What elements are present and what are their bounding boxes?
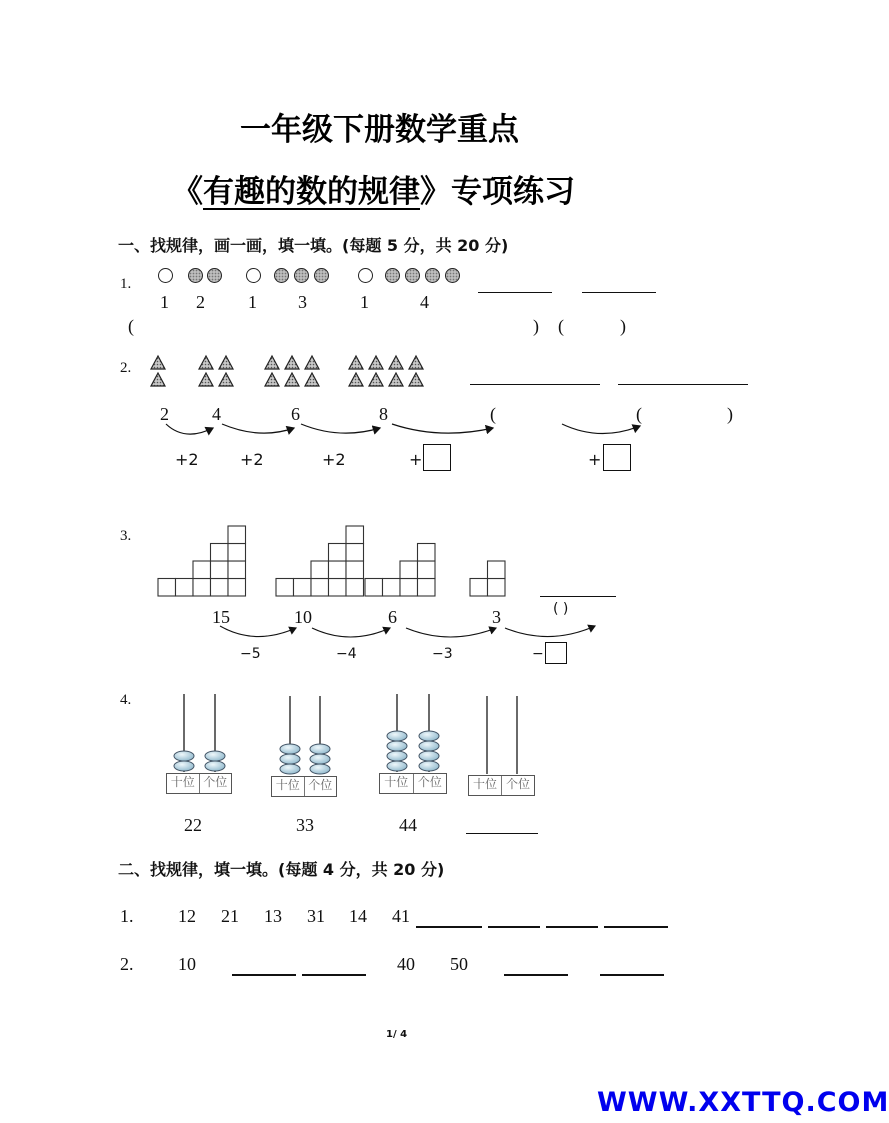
q4-value: 44 [399,815,417,835]
circle-empty [246,268,261,283]
q4-value: 33 [296,815,314,835]
abacus-ones-label: 个位 [199,774,232,793]
abacus-ones-label: 个位 [501,776,534,795]
s2-q2-blank-3[interactable] [504,974,568,976]
q2-close-paren-2: ) [727,404,733,424]
circle-empty [358,268,373,283]
s2-q2-blank-2[interactable] [302,974,366,976]
s2-q2-value: 40 [397,954,415,974]
subtitle-tail: 专项练习 [451,174,575,210]
q1-label: 3 [298,292,307,312]
q2-step: +2 [175,450,199,469]
stair-square [329,579,347,597]
stair-square [346,579,364,597]
s2-q1-blank-1[interactable] [416,926,482,928]
stair-square [228,579,246,597]
circle-dotted [274,268,289,283]
q3-value: 6 [388,607,397,627]
q2-plus: + [409,450,423,469]
s2-q1-blank-4[interactable] [604,926,668,928]
stair-square [311,579,329,597]
q4-answer-blank[interactable] [466,833,538,834]
circle-dotted [188,268,203,283]
q2-value: 4 [212,404,221,424]
q1-close-paren: ) [533,316,539,336]
stair-square [211,561,229,579]
section1-heading: 一、找规律，画一画，填一填。(每题 5 分，共 20 分) [118,236,509,255]
q3-number: 3. [120,528,132,544]
abacus-ones-label: 个位 [304,777,337,796]
stair-square [488,561,506,579]
stair-square [418,579,436,597]
q2-open-paren-2: ( [636,404,642,424]
q3-step: −4 [336,646,357,662]
abacus-tens-label: 十位 [170,775,195,789]
s2-q1-value: 13 [264,906,282,926]
stair-square [193,561,211,579]
q3-paren: ( ) [553,601,569,617]
stair-square [276,579,294,597]
circle-dotted [314,268,329,283]
s2-q1-value: 12 [178,906,196,926]
circle-dotted [294,268,309,283]
q2-answer-blank-1[interactable] [470,384,600,385]
q2-value: 8 [379,404,388,424]
stair-square [400,561,418,579]
q3-value: 3 [492,607,501,627]
page-title: 一年级下册数学重点 [240,112,519,148]
stair-square [228,561,246,579]
q2-answer-blank-2[interactable] [618,384,748,385]
s2-q1-blank-3[interactable] [546,926,598,928]
page-subtitle [172,166,575,211]
q3-minus: − [532,646,544,662]
q4-number: 4. [120,692,132,708]
q1-answer-blank-2[interactable] [582,292,656,293]
circle-dotted [425,268,440,283]
stair-square [383,579,401,597]
q2-answer-box-2[interactable] [603,444,631,471]
abacus-base [271,776,337,797]
s2-q1-blank-2[interactable] [488,926,540,928]
q2-arrows [160,418,660,448]
q2-plus: + [588,450,602,469]
q3-staircases [158,508,628,603]
q3-answer-blank[interactable] [540,596,616,597]
q1-open-paren: ( [128,316,134,336]
circle-empty [158,268,173,283]
q3-value: 15 [212,607,230,627]
q2-open-paren: ( [490,404,496,424]
section2-heading: 二、找规律，填一填。(每题 4 分，共 20 分) [118,860,445,879]
subtitle-main: 有趣的数的规律 [203,174,420,210]
s2-q2-value: 50 [450,954,468,974]
q1-open-paren-2: ( [558,316,564,336]
stair-square [294,579,312,597]
q1-label: 1 [160,292,169,312]
circle-dotted [207,268,222,283]
stair-square [346,561,364,579]
abacus-tens-label: 十位 [275,778,300,792]
s2-q1-value: 41 [392,906,410,926]
q3-step: −3 [432,646,453,662]
page-number: 1/ 4 [386,1029,408,1040]
stair-square [346,544,364,562]
q3-value: 10 [294,607,312,627]
q1-answer-blank-1[interactable] [478,292,552,293]
circle-dotted [385,268,400,283]
q3-answer-box[interactable] [545,642,567,664]
abacus-tens-label: 十位 [384,775,409,789]
q3-step: −5 [240,646,261,662]
stair-square [228,544,246,562]
s2-q1-value: 31 [307,906,325,926]
subtitle-open-bracket: 《 [172,174,203,210]
q4-value: 22 [184,815,202,835]
s2-q1-number: 1. [120,906,134,926]
q2-value: 6 [291,404,300,424]
stair-square [211,544,229,562]
q2-triangles [150,354,440,394]
circle-dotted [405,268,420,283]
s2-q2-blank-4[interactable] [600,974,664,976]
stair-square [418,561,436,579]
s2-q2-blank-1[interactable] [232,974,296,976]
q2-value: 2 [160,404,169,424]
site-watermark: WWW.XXTTQ.COM [597,1087,889,1118]
q1-label: 1 [248,292,257,312]
stair-square [400,579,418,597]
abacus-ones-label: 个位 [413,774,447,793]
stair-square [311,561,329,579]
abacus-base [166,773,232,794]
stair-square [211,579,229,597]
subtitle-close-bracket: 》 [420,174,451,210]
q2-step: +2 [240,450,264,469]
stair-square [346,526,364,544]
q1-label: 4 [420,292,429,312]
q1-close-paren-2: ) [620,316,626,336]
q2-answer-box-1[interactable] [423,444,451,471]
stair-square [158,579,176,597]
q2-step: +2 [322,450,346,469]
stair-square [470,579,488,597]
stair-square [488,579,506,597]
stair-square [329,544,347,562]
stair-square [228,526,246,544]
q1-label: 1 [360,292,369,312]
stair-square [365,579,383,597]
stair-square [418,544,436,562]
s2-q2-number: 2. [120,954,134,974]
stair-square [193,579,211,597]
circle-dotted [445,268,460,283]
abacus-base [379,773,447,794]
q1-label: 2 [196,292,205,312]
abacus-base [468,775,535,796]
q2-number: 2. [120,360,132,376]
s2-q1-value: 21 [221,906,239,926]
abacus-tens-label: 十位 [472,777,497,791]
s2-q1-value: 14 [349,906,367,926]
q1-number: 1. [120,276,132,292]
q3-arrows [210,620,630,650]
stair-square [176,579,194,597]
stair-square [329,561,347,579]
s2-q2-value: 10 [178,954,196,974]
